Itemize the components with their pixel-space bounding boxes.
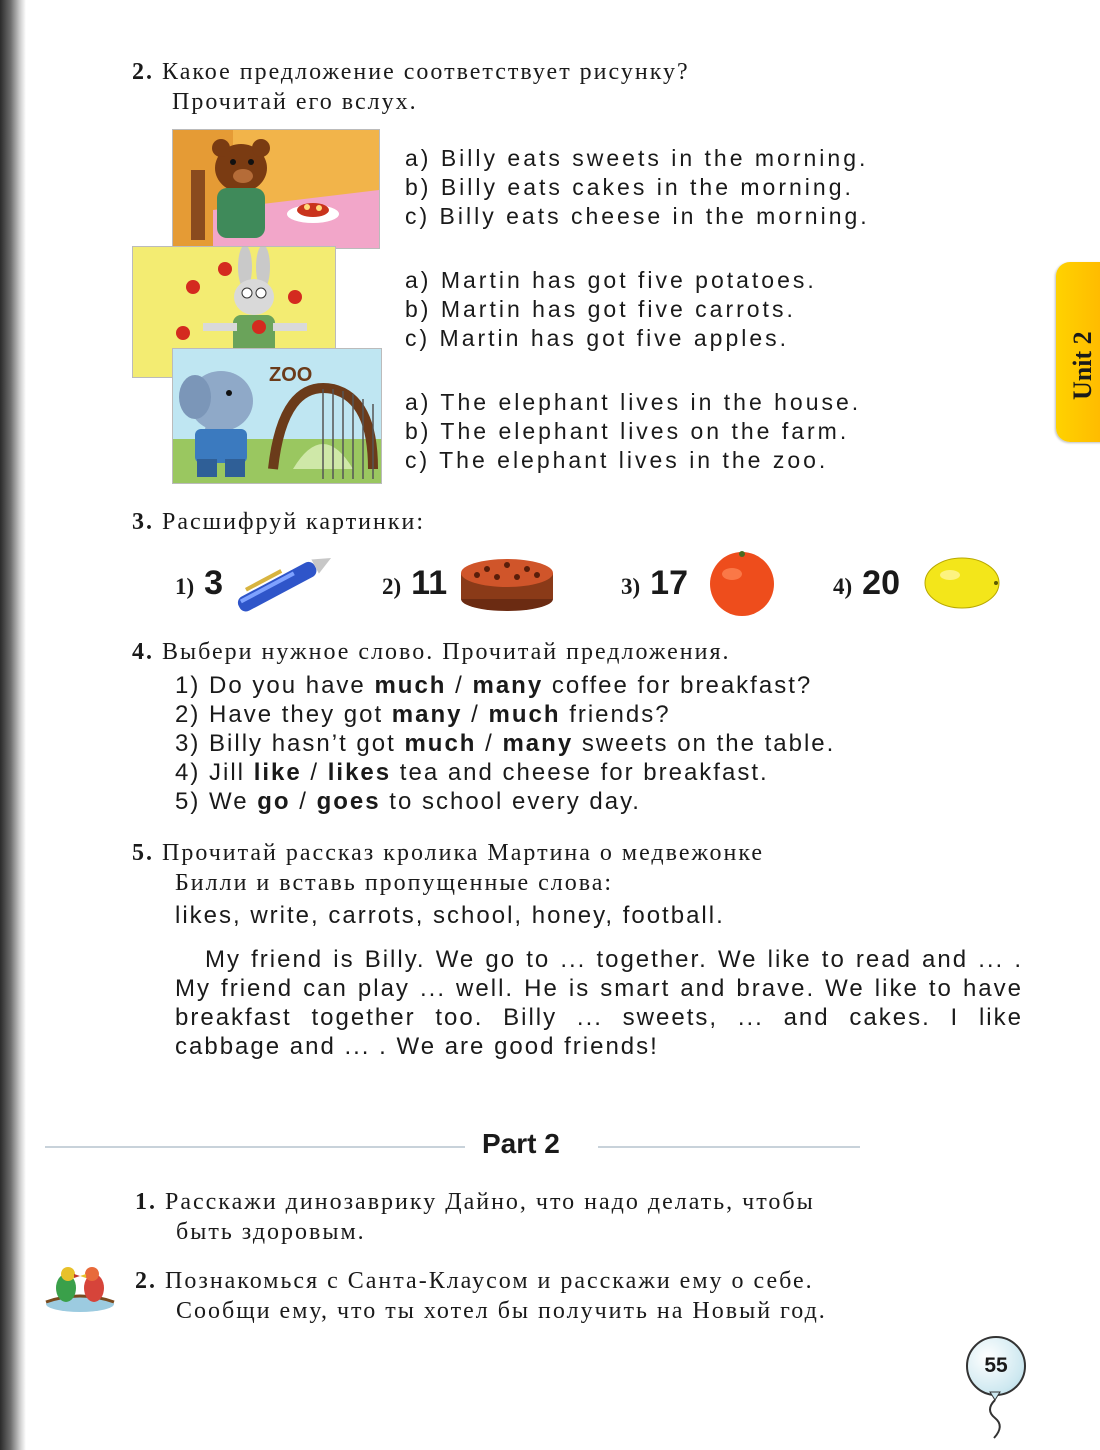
option-a: a) The elephant lives in the house. bbox=[405, 389, 862, 415]
unit-side-tab bbox=[1056, 262, 1100, 442]
sentence-number: 2) bbox=[175, 701, 201, 728]
sentence-end: friends? bbox=[569, 701, 671, 728]
elephant-zoo-picture bbox=[172, 348, 382, 484]
decode-item-value: 11 bbox=[411, 563, 448, 602]
exercise-5-story: My friend is Billy. We go to ... together. We like to read and ... . My friend can play ... well. He is smart and brave. We like to have breakfast together too. Billy ... sweets, ... and cakes. I like cabbage and ... . We are good friends! bbox=[175, 946, 1023, 1060]
sentence-start: Billy hasn’t got bbox=[209, 730, 396, 757]
decode-item-2 bbox=[382, 553, 557, 613]
exercise-2-group-2 bbox=[405, 266, 817, 353]
page-number-balloon bbox=[966, 1336, 1026, 1396]
part-2-title: Part 2 bbox=[482, 1128, 560, 1159]
book-spine-shadow bbox=[0, 0, 26, 1450]
option-c: c) The elephant lives in the zoo. bbox=[405, 447, 829, 473]
option-c: c) Billy eats cheese in the morning. bbox=[405, 203, 870, 229]
exercise-4-sentences bbox=[175, 671, 835, 816]
exercise-5-word-bank: likes, write, carrots, school, honey, football. bbox=[175, 902, 725, 929]
sentence-number: 5) bbox=[175, 788, 201, 815]
decode-item-label: 3) bbox=[621, 574, 641, 599]
sentence-end: sweets on the table. bbox=[581, 730, 836, 757]
decode-item-label: 4) bbox=[833, 574, 853, 599]
choice-word-2: much bbox=[488, 701, 561, 728]
cake-icon bbox=[457, 551, 557, 615]
exercise-5-number: 5. bbox=[132, 840, 154, 866]
sentence-end: tea and cheese for breakfast. bbox=[399, 759, 769, 786]
exercise-5-title-line2: Билли и вставь пропущенные слова: bbox=[175, 870, 614, 896]
decode-item-value: 17 bbox=[650, 563, 688, 602]
choice-word-1: much bbox=[374, 672, 447, 699]
option-b: b) Martin has got five carrots. bbox=[405, 296, 796, 322]
option-b: b) Billy eats cakes in the morning. bbox=[405, 174, 854, 200]
choice-word-2: goes bbox=[316, 788, 381, 815]
choice-word-2: likes bbox=[327, 759, 392, 786]
zoo-sign: ZOO bbox=[269, 364, 313, 386]
sentence-5 bbox=[175, 787, 835, 816]
option-a: a) Martin has got five potatoes. bbox=[405, 267, 817, 293]
exercise-4-title: Выбери нужное слово. Прочитай предложения. bbox=[162, 639, 731, 665]
sentence-3 bbox=[175, 729, 835, 758]
sentence-number: 1) bbox=[175, 672, 201, 699]
decode-item-label: 2) bbox=[382, 574, 402, 599]
balloon-string-icon bbox=[980, 1390, 1010, 1440]
sentence-start: Do you have bbox=[209, 672, 366, 699]
choice-word-2: many bbox=[502, 730, 574, 757]
part-2-exercise-1-line1: Расскажи динозаврику Дайно, что надо делать, чтобы bbox=[165, 1189, 815, 1215]
sentence-2 bbox=[175, 700, 835, 729]
exercise-3-number: 3. bbox=[132, 509, 154, 535]
exercise-2-title-line1: Какое предложение соответствует рисунку? bbox=[162, 59, 690, 85]
choice-word-1: like bbox=[253, 759, 302, 786]
exercise-5-heading bbox=[132, 838, 764, 898]
option-c: c) Martin has got five apples. bbox=[405, 325, 790, 351]
sentence-start: Jill bbox=[209, 759, 246, 786]
option-a: a) Billy eats sweets in the morning. bbox=[405, 145, 869, 171]
part-2-exercise-1-line2: быть здоровым. bbox=[176, 1219, 366, 1245]
sentence-number: 3) bbox=[175, 730, 201, 757]
option-b: b) The elephant lives on the farm. bbox=[405, 418, 850, 444]
decode-item-1 bbox=[175, 553, 341, 613]
sentence-end: to school every day. bbox=[389, 788, 641, 815]
bear-eating-picture bbox=[172, 129, 380, 249]
part-2-exercise-1-number: 1. bbox=[135, 1189, 157, 1215]
exercise-4-number: 4. bbox=[132, 639, 154, 665]
part-2-exercise-2-number: 2. bbox=[135, 1268, 157, 1294]
sentence-start: Have they got bbox=[209, 701, 384, 728]
choice-separator: / bbox=[455, 672, 464, 699]
pen-icon bbox=[223, 554, 341, 612]
part-divider-right bbox=[598, 1146, 860, 1148]
sentence-4 bbox=[175, 758, 835, 787]
unit-side-tab-label: Unit 2 bbox=[1068, 331, 1097, 400]
exercise-2-heading bbox=[132, 57, 690, 117]
choice-separator: / bbox=[299, 788, 308, 815]
choice-separator: / bbox=[471, 701, 480, 728]
decode-item-4 bbox=[833, 553, 1002, 613]
bear-illustration bbox=[173, 130, 379, 248]
sentence-start: We bbox=[209, 788, 249, 815]
part-2-exercise-2-line2: Сообщи ему, что ты хотел бы получить на Новый год. bbox=[176, 1298, 827, 1324]
decode-item-value: 3 bbox=[204, 563, 224, 602]
page-number: 55 bbox=[984, 1354, 1008, 1377]
exercise-2-number: 2. bbox=[132, 59, 154, 85]
choice-separator: / bbox=[485, 730, 494, 757]
part-2-exercise-1 bbox=[135, 1187, 815, 1247]
decode-item-value: 20 bbox=[862, 563, 900, 602]
sentence-end: coffee for breakfast? bbox=[551, 672, 813, 699]
sentence-1 bbox=[175, 671, 835, 700]
exercise-4-heading bbox=[132, 637, 731, 667]
choice-word-2: many bbox=[472, 672, 544, 699]
part-2-exercise-2-line1: Познакомься с Санта-Клаусом и расскажи ему о себе. bbox=[165, 1268, 814, 1294]
elephant-illustration bbox=[173, 349, 381, 483]
exercise-2-group-1 bbox=[405, 144, 870, 231]
exercise-5-title-line1: Прочитай рассказ кролика Мартина о медвежонке bbox=[162, 840, 765, 866]
choice-separator: / bbox=[310, 759, 320, 786]
lemon-icon bbox=[922, 555, 1002, 611]
sentence-number: 4) bbox=[175, 759, 201, 786]
exercise-2-group-3 bbox=[405, 388, 861, 475]
exercise-3-heading bbox=[132, 507, 425, 537]
choice-word-1: many bbox=[391, 701, 463, 728]
part-divider-left bbox=[45, 1146, 465, 1148]
part-2-exercise-2 bbox=[135, 1266, 827, 1326]
exercise-3-title: Расшифруй картинки: bbox=[162, 509, 426, 535]
choice-word-1: go bbox=[257, 788, 291, 815]
decode-item-3 bbox=[621, 553, 782, 613]
exercise-2-title-line2: Прочитай его вслух. bbox=[172, 89, 418, 115]
choice-word-1: much bbox=[404, 730, 477, 757]
parrots-icon bbox=[44, 1260, 116, 1314]
orange-icon bbox=[702, 548, 782, 618]
decode-item-label: 1) bbox=[175, 574, 195, 599]
